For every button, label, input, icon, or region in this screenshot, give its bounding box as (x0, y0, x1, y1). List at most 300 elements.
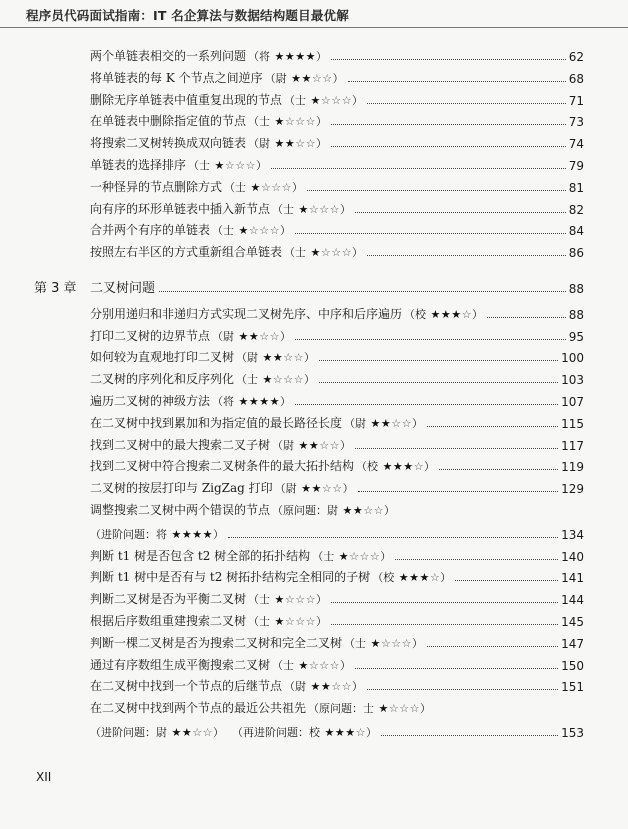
entry-page: 100 (561, 351, 584, 366)
filled-star-icon: ★ (295, 50, 306, 63)
difficulty: （士 ★☆☆☆） (248, 593, 328, 607)
leader-dots (295, 233, 566, 234)
filled-star-icon: ★ (269, 395, 281, 408)
chapter-title: 二叉树问题 (90, 281, 156, 296)
empty-star-icon: ☆ (319, 438, 330, 452)
difficulty: （尉 ★★☆☆） (264, 71, 344, 85)
running-header: 程序员代码面试指南：IT 名企算法与数据结构题目最优解 (26, 8, 349, 23)
difficulty-level: 校 (415, 307, 427, 321)
empty-star-icon: ☆ (308, 658, 320, 672)
leader-dots (295, 404, 558, 405)
empty-star-icon: ☆ (202, 726, 213, 739)
empty-star-icon: ☆ (359, 549, 370, 563)
toc-entry (90, 218, 584, 238)
filled-star-icon: ★ (262, 373, 273, 387)
difficulty-level: 士 (259, 593, 271, 607)
empty-star-icon: ☆ (305, 593, 317, 607)
difficulty-stars (239, 330, 281, 343)
filled-star-icon: ★ (214, 159, 225, 172)
leader-dots (331, 624, 558, 625)
empty-star-icon: ☆ (341, 246, 353, 260)
filled-star-icon: ★ (298, 202, 309, 216)
difficulty-stars (215, 159, 257, 172)
leader-dots (367, 689, 558, 690)
difficulty-level: 士 (259, 115, 271, 129)
filled-star-icon: ★ (324, 726, 335, 739)
difficulty-stars (251, 181, 293, 194)
entry-title: 遍历二叉树的神级方法 (90, 394, 211, 408)
chapter-page: 88 (568, 282, 584, 296)
difficulty-stars (299, 203, 341, 216)
entry-page: 95 (568, 329, 584, 344)
entry-title: 两个单链表相交的一系列问题 (90, 49, 247, 63)
entry-title: 一种怪异的节点删除方式 (90, 179, 223, 194)
empty-star-icon: ☆ (305, 115, 317, 129)
difficulty-stars (239, 395, 281, 408)
entry-title: 二叉树的序列化和反序列化 (90, 372, 235, 387)
filled-star-icon: ★ (284, 50, 296, 63)
filled-star-icon: ★ (284, 137, 296, 151)
empty-star-icon: ☆ (311, 71, 323, 85)
empty-star-icon: ☆ (295, 115, 306, 129)
leader-dots (487, 317, 566, 318)
filled-star-icon: ★ (274, 615, 285, 628)
empty-star-icon: ☆ (284, 615, 296, 628)
difficulty-prefix: 原问题： (319, 702, 364, 716)
difficulty-level: 士 (363, 702, 375, 716)
difficulty-stars (383, 460, 425, 473)
empty-star-icon: ☆ (269, 224, 281, 238)
leader-dots (367, 103, 566, 104)
leader-dots (307, 190, 566, 191)
leader-dots (427, 646, 558, 647)
empty-star-icon: ☆ (413, 460, 425, 474)
empty-star-icon: ☆ (283, 351, 294, 365)
entry-title: 判断一棵二叉树是否为搜索二叉树和完全二叉树 (90, 635, 343, 650)
empty-star-icon: ☆ (259, 224, 270, 238)
filled-star-icon: ★ (311, 482, 322, 496)
filled-star-icon: ★ (380, 416, 392, 430)
empty-star-icon: ☆ (293, 351, 305, 365)
difficulty: （尉 ★★☆☆） (272, 438, 352, 452)
empty-star-icon: ☆ (271, 180, 282, 194)
page-folio: XII (36, 770, 52, 784)
difficulty-level: 士 (323, 549, 335, 563)
entry-page: 73 (568, 115, 584, 130)
empty-star-icon: ☆ (332, 482, 343, 496)
empty-star-icon: ☆ (295, 615, 306, 628)
empty-star-icon: ☆ (401, 416, 413, 430)
difficulty-level: 将 (156, 527, 167, 541)
empty-star-icon: ☆ (391, 636, 402, 650)
toc-entry (90, 631, 584, 651)
entry-title: 将搜索二叉树转换成双向链表 (90, 136, 247, 151)
difficulty: （校 ★★★☆） (356, 460, 436, 474)
empty-star-icon: ☆ (399, 702, 410, 716)
empty-star-icon: ☆ (363, 504, 374, 517)
filled-star-icon: ★ (440, 307, 452, 321)
leader-dots (367, 255, 566, 256)
difficulty: （进阶问题：将 ★★★★） (90, 527, 224, 541)
difficulty: （尉 ★★☆☆） (236, 351, 316, 365)
difficulty-level: 士 (295, 93, 307, 107)
difficulty: （尉 ★★☆☆） (274, 482, 354, 496)
toc-entry (90, 587, 584, 607)
entry-title: 调整搜索二叉树中两个错误的节点 (90, 503, 271, 517)
entry-page: 145 (561, 615, 584, 629)
toc-entry (90, 44, 584, 64)
toc-entry (90, 565, 584, 585)
empty-star-icon: ☆ (259, 329, 270, 343)
header-rule (0, 27, 628, 28)
toc-entry (90, 411, 584, 431)
difficulty-level: 士 (355, 636, 367, 650)
difficulty-level: 士 (283, 202, 295, 216)
entry-title: 判断二叉树是否为平衡二叉树 (90, 592, 247, 607)
empty-star-icon: ☆ (293, 373, 305, 387)
difficulty: （原问题：尉 ★★☆☆） (272, 504, 396, 517)
filled-star-icon: ★ (238, 395, 249, 408)
empty-star-icon: ☆ (373, 504, 385, 517)
entry-page: 119 (561, 460, 584, 475)
toc-entry (90, 109, 584, 129)
difficulty-level: 尉 (223, 329, 235, 343)
leader-dots (355, 212, 566, 213)
entry-page: 79 (568, 159, 584, 173)
empty-star-icon: ☆ (341, 680, 353, 694)
filled-star-icon: ★ (310, 93, 321, 107)
filled-star-icon: ★ (181, 527, 193, 541)
entry-title: 单链表的选择排序 (90, 158, 187, 172)
toc-entry (90, 498, 584, 518)
difficulty-level: 校 (367, 460, 379, 474)
filled-star-icon: ★ (272, 351, 284, 365)
toc-entry (90, 609, 584, 629)
difficulty: （士 ★☆☆☆） (236, 373, 316, 387)
difficulty-level: 尉 (259, 137, 271, 151)
toc-entry (90, 389, 584, 409)
toc-entry (90, 88, 584, 108)
difficulty-level: 尉 (355, 416, 367, 430)
difficulty: （士 ★☆☆☆） (272, 202, 352, 216)
toc-entry (90, 345, 584, 365)
entry-page: 140 (561, 549, 584, 564)
difficulty-level: 将 (259, 50, 271, 63)
filled-star-icon: ★ (259, 395, 270, 408)
empty-star-icon: ☆ (331, 680, 342, 694)
entry-title: 通过有序数组生成平衡搜索二叉树 (90, 657, 271, 672)
empty-star-icon: ☆ (341, 93, 353, 107)
difficulty: （将 ★★★★） (212, 395, 292, 408)
filled-star-icon: ★ (378, 702, 389, 716)
difficulty-prefix: 再进阶问题： (243, 726, 309, 739)
empty-star-icon: ☆ (321, 482, 333, 496)
toc-entry (90, 367, 584, 387)
empty-star-icon: ☆ (461, 307, 473, 321)
difficulty: （士 ★☆☆☆） (272, 658, 352, 672)
filled-star-icon: ★ (298, 438, 309, 452)
leader-dots (355, 448, 558, 449)
filled-star-icon: ★ (392, 460, 404, 474)
leader-dots (331, 59, 566, 60)
difficulty-stars (172, 528, 214, 541)
entry-title: 根据后序数组重建搜索二叉树 (90, 614, 247, 628)
toc-entry (90, 674, 584, 694)
difficulty-level: 尉 (295, 680, 307, 694)
difficulty: （原问题：士 ★☆☆☆） (308, 702, 432, 716)
difficulty-stars (379, 702, 421, 715)
toc-entry (90, 131, 584, 151)
empty-star-icon: ☆ (355, 726, 366, 739)
difficulty-stars (263, 351, 305, 364)
filled-star-icon: ★ (342, 504, 353, 517)
toc-entry (90, 696, 584, 716)
entry-title: 在单链表中删除指定值的节点 (90, 114, 247, 129)
toc-entry-continuation (90, 720, 584, 740)
filled-star-icon: ★ (298, 658, 309, 672)
difficulty: （进阶问题：尉 ★★☆☆） (90, 726, 224, 739)
empty-star-icon: ☆ (235, 159, 246, 172)
difficulty: （士 ★☆☆☆） (212, 224, 292, 238)
difficulty-level: 士 (223, 224, 235, 238)
leader-dots (381, 735, 558, 736)
entry-title: 如何较为直观地打印二叉树 (90, 350, 235, 365)
filled-star-icon: ★ (274, 593, 285, 607)
difficulty-stars (371, 417, 413, 430)
toc-entry (90, 454, 584, 474)
difficulty-stars (291, 72, 333, 85)
difficulty-level: 士 (259, 615, 271, 628)
entry-page: 153 (561, 726, 584, 740)
toc-entry (90, 433, 584, 453)
empty-star-icon: ☆ (281, 180, 293, 194)
entry-title: 合并两个有序的单链表 (90, 223, 211, 238)
filled-star-icon: ★ (305, 50, 317, 63)
toc-entry-continuation (90, 522, 584, 542)
leader-dots (455, 580, 558, 581)
difficulty: （士 ★☆☆☆） (188, 159, 268, 172)
difficulty: （士 ★☆☆☆） (284, 93, 364, 107)
leader-dots (439, 469, 558, 470)
filled-star-icon: ★ (192, 527, 203, 541)
empty-star-icon: ☆ (329, 438, 341, 452)
toc-entry (90, 302, 584, 322)
entry-title: 在二叉树中找到一个节点的后继节点 (90, 679, 283, 694)
difficulty: （尉 ★★☆☆） (284, 680, 364, 694)
filled-star-icon: ★ (308, 438, 320, 452)
entry-page: 117 (561, 438, 584, 453)
entry-page: 144 (561, 593, 584, 608)
empty-star-icon: ☆ (224, 159, 236, 172)
filled-star-icon: ★ (238, 329, 249, 343)
empty-star-icon: ☆ (305, 615, 317, 628)
leader-dots (331, 602, 558, 603)
difficulty-stars (325, 726, 367, 739)
difficulty-level: 尉 (247, 351, 259, 365)
filled-star-icon: ★ (382, 460, 393, 474)
leader-dots (319, 360, 558, 361)
entry-page: 88 (568, 307, 584, 322)
entry-title: 在二叉树中找到两个节点的最近公共祖先 (90, 701, 307, 716)
chapter-label: 第 3 章 (34, 281, 77, 296)
entry-title: 找到二叉树中的最大搜索二叉子树 (90, 437, 271, 452)
filled-star-icon: ★ (370, 416, 381, 430)
difficulty-level: 士 (247, 373, 259, 387)
filled-star-icon: ★ (419, 571, 430, 585)
entry-title: 找到二叉树中符合搜索二叉树条件的最大拓扑结构 (90, 459, 355, 474)
difficulty-stars (399, 571, 441, 584)
empty-star-icon: ☆ (329, 658, 341, 672)
difficulty: （士 ★☆☆☆） (224, 180, 304, 194)
difficulty-prefix: 原问题： (283, 504, 328, 517)
difficulty-level: 尉 (275, 71, 287, 85)
empty-star-icon: ☆ (308, 202, 320, 216)
filled-star-icon: ★ (334, 726, 346, 739)
filled-star-icon: ★ (181, 726, 193, 739)
filled-star-icon: ★ (248, 329, 260, 343)
empty-star-icon: ☆ (295, 593, 306, 607)
toc-entry (90, 544, 584, 564)
filled-star-icon: ★ (171, 527, 182, 541)
entry-page: 107 (561, 395, 584, 409)
difficulty: （士 ★☆☆☆） (284, 246, 364, 260)
filled-star-icon: ★ (274, 115, 285, 129)
difficulty-stars (371, 637, 413, 650)
difficulty-stars (311, 94, 353, 107)
empty-star-icon: ☆ (283, 373, 294, 387)
difficulty-level: 将 (223, 395, 235, 408)
toc-entry (90, 153, 584, 173)
empty-star-icon: ☆ (320, 93, 332, 107)
difficulty: （再进阶问题：校 ★★★☆） (232, 726, 377, 739)
difficulty: （将 ★★★★） (248, 50, 328, 63)
entry-title: 在二叉树中找到累加和为指定值的最长路径长度 (90, 415, 343, 430)
filled-star-icon: ★ (398, 571, 410, 585)
leader-dots (355, 668, 558, 669)
empty-star-icon: ☆ (284, 593, 296, 607)
entry-title: 向有序的环形单链表中插入新节点 (90, 201, 271, 216)
empty-star-icon: ☆ (272, 373, 284, 387)
difficulty: （尉 ★★☆☆） (248, 137, 328, 151)
filled-star-icon: ★ (451, 307, 462, 321)
filled-star-icon: ★ (430, 307, 441, 321)
empty-star-icon: ☆ (369, 549, 381, 563)
difficulty: （士 ★☆☆☆） (248, 615, 328, 628)
entry-title: 将单链表的每 K 个节点之间逆序 (90, 70, 263, 85)
toc-entry (90, 653, 584, 673)
toc-entry (90, 240, 584, 260)
difficulty-level: 士 (199, 159, 211, 172)
entry-page: 71 (568, 93, 584, 108)
empty-star-icon: ☆ (322, 71, 333, 85)
entry-page: 147 (561, 636, 584, 651)
leader-dots (228, 537, 558, 538)
leader-dots (395, 559, 558, 560)
entry-page: 68 (568, 71, 584, 86)
difficulty-level: 尉 (285, 482, 297, 496)
filled-star-icon: ★ (274, 137, 285, 151)
leader-dots (319, 382, 558, 383)
entry-title: 二叉树的按层打印与 ZigZag 打印 (90, 481, 273, 496)
entry-page: 151 (561, 680, 584, 695)
difficulty-stars (343, 504, 385, 517)
entry-title: 分别用递归和非递归方式实现二叉树先序、中序和后序遍历 (90, 306, 403, 321)
chapter-heading (34, 274, 584, 296)
leader-dots (295, 339, 566, 340)
entry-page: 115 (561, 416, 584, 431)
difficulty-stars (275, 50, 317, 63)
difficulty-level: 士 (283, 658, 295, 672)
entry-page: 150 (561, 658, 584, 673)
leader-dots (358, 491, 558, 492)
difficulty-stars (275, 615, 317, 628)
empty-star-icon: ☆ (401, 636, 413, 650)
filled-star-icon: ★ (238, 224, 249, 238)
difficulty-stars (263, 373, 305, 386)
leader-dots (271, 168, 566, 169)
difficulty-level: 校 (383, 571, 395, 585)
leader-dots (331, 124, 566, 125)
filled-star-icon: ★ (320, 680, 332, 694)
empty-star-icon: ☆ (192, 726, 203, 739)
difficulty: （校 ★★★☆） (404, 307, 484, 321)
difficulty-stars (172, 726, 214, 739)
entry-page: 129 (561, 482, 584, 497)
difficulty-stars (301, 482, 343, 495)
entry-title: 打印二叉树的边界节点 (90, 328, 211, 343)
empty-star-icon: ☆ (409, 702, 421, 716)
empty-star-icon: ☆ (248, 224, 260, 238)
empty-star-icon: ☆ (331, 93, 342, 107)
toc-entry (90, 324, 584, 344)
empty-star-icon: ☆ (284, 115, 296, 129)
entry-title: 按照左右半区的方式重新组合单链表 (90, 245, 283, 260)
filled-star-icon: ★ (310, 680, 321, 694)
filled-star-icon: ★ (338, 549, 350, 563)
toc-entry (90, 197, 584, 217)
difficulty-prefix: 进阶问题： (101, 726, 156, 739)
toc-entry (90, 175, 584, 195)
difficulty-stars (275, 593, 317, 606)
empty-star-icon: ☆ (391, 416, 402, 430)
difficulty-level: 士 (295, 246, 307, 260)
entry-page: 134 (561, 527, 584, 542)
empty-star-icon: ☆ (429, 571, 441, 585)
empty-star-icon: ☆ (319, 658, 330, 672)
entry-page: 82 (568, 202, 584, 217)
difficulty-stars (299, 439, 341, 452)
empty-star-icon: ☆ (319, 202, 330, 216)
filled-star-icon: ★ (352, 504, 364, 517)
empty-star-icon: ☆ (331, 246, 342, 260)
entry-page: 81 (568, 180, 584, 195)
difficulty-stars (239, 224, 281, 237)
entry-page: 141 (561, 571, 584, 586)
filled-star-icon: ★ (301, 71, 312, 85)
difficulty-prefix: 进阶问题： (101, 527, 156, 541)
filled-star-icon: ★ (291, 71, 302, 85)
entry-title: 删除无序单链表中值重复出现的节点 (90, 92, 283, 107)
entry-page: 62 (568, 50, 584, 64)
filled-star-icon: ★ (248, 395, 260, 408)
entry-title: 判断 t1 树中是否有与 t2 树拓扑结构完全相同的子树 (90, 570, 371, 585)
empty-star-icon: ☆ (260, 180, 272, 194)
leader-dots (159, 291, 566, 292)
difficulty-level: 尉 (327, 504, 339, 517)
difficulty-level: 尉 (156, 726, 167, 739)
filled-star-icon: ★ (409, 571, 420, 585)
filled-star-icon: ★ (274, 50, 285, 63)
